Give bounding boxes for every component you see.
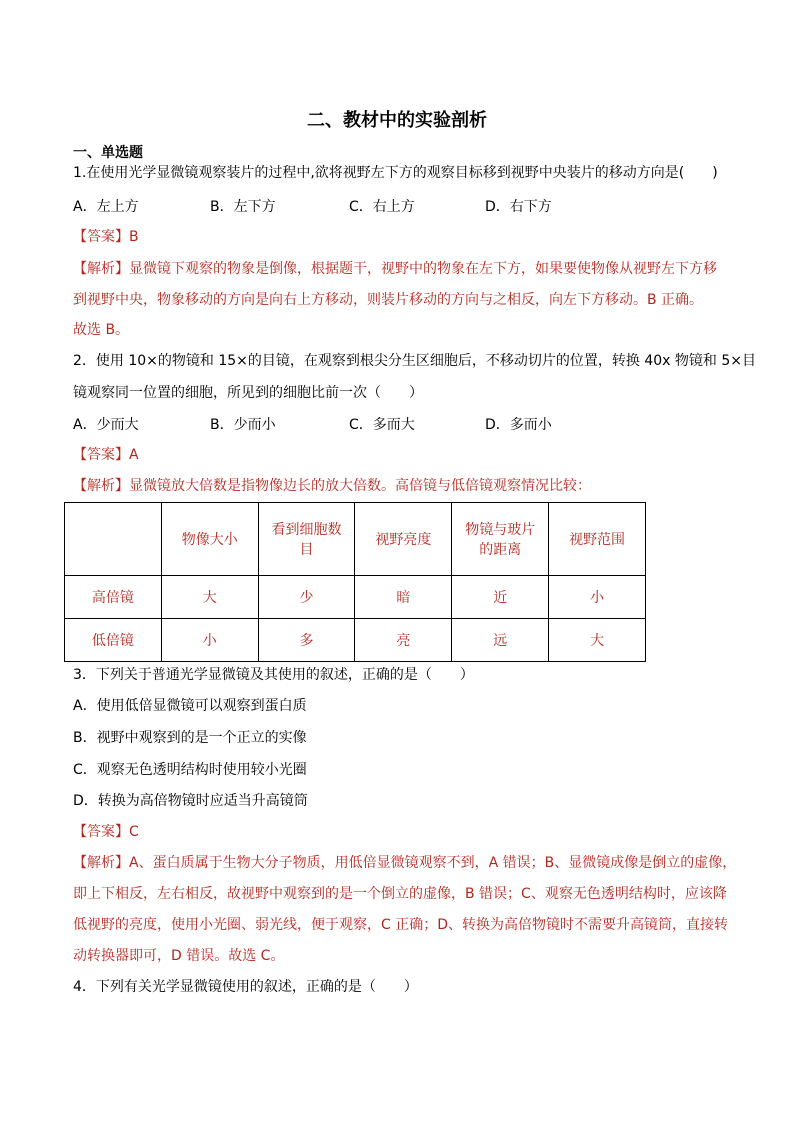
q2-option-b: B．少而小 bbox=[210, 417, 276, 433]
q3-option-b: B．视野中观察到的是一个正立的实像 bbox=[73, 730, 307, 746]
q1-analysis-line-3: 故选 B。 bbox=[73, 322, 130, 338]
analysis-tag: 【解析】 bbox=[73, 478, 129, 494]
q2-stem-line-1: 2．使用 10×的物镜和 15×的目镜，在观察到根尖分生区细胞后，不移动切片的位置，转换 40x 物镜和 5×目 bbox=[73, 353, 756, 369]
q1-analysis-line-1 bbox=[73, 259, 717, 279]
q2-analysis bbox=[73, 476, 591, 496]
q3-analysis-line-3: 低视野的亮度，使用小光圈、弱光线，便于观察，C 正确；D、转换为高倍物镜时不需要升高镜筒，直接转 bbox=[73, 917, 729, 933]
table-row bbox=[65, 576, 646, 619]
q2-option-d: D．多而小 bbox=[485, 417, 552, 433]
table-cell: 低倍镜 bbox=[65, 619, 162, 662]
table-cell: 亮 bbox=[355, 619, 452, 662]
analysis-text: A、蛋白质属于生物大分子物质，用低倍显微镜观察不到，A 错误；B、显微镜成像是倒立的虚像， bbox=[129, 855, 737, 871]
table-header-cell: 看到细胞数目 bbox=[258, 503, 355, 576]
analysis-text: 显微镜放大倍数是指物像边长的放大倍数。高倍镜与低倍镜观察情况比较： bbox=[129, 478, 591, 494]
analysis-tag: 【解析】 bbox=[73, 855, 129, 871]
table-cell: 大 bbox=[549, 619, 646, 662]
q3-stem: 3．下列关于普通光学显微镜及其使用的叙述，正确的是（ ） bbox=[73, 667, 474, 683]
q3-analysis-line-1 bbox=[73, 853, 736, 873]
q3-option-c: C．观察无色透明结构时使用较小光圈 bbox=[73, 762, 307, 778]
q2-stem-line-2: 镜观察同一位置的细胞，所见到的细胞比前一次（ ） bbox=[73, 385, 423, 401]
table-cell: 远 bbox=[452, 619, 549, 662]
table-cell: 暗 bbox=[355, 576, 452, 619]
table-row bbox=[65, 619, 646, 662]
answer-tag: 【答案】 bbox=[73, 229, 129, 245]
table-cell: 多 bbox=[258, 619, 355, 662]
q2-option-c: C．多而大 bbox=[349, 417, 415, 433]
answer-tag: 【答案】 bbox=[73, 447, 129, 463]
analysis-tag: 【解析】 bbox=[73, 261, 129, 277]
page-title: 二、教材中的实验剖析 bbox=[307, 110, 487, 131]
q1-stem: 1.在使用光学显微镜观察装片的过程中,欲将视野左下方的观察目标移到视野中央装片的移动方向是( ) bbox=[73, 165, 718, 181]
q2-options bbox=[73, 414, 733, 434]
answer-value: B bbox=[129, 229, 139, 245]
q4-stem: 4．下列有关光学显微镜使用的叙述，正确的是（ ） bbox=[73, 979, 418, 995]
q3-option-d: D．转换为高倍物镜时应适当升高镜筒 bbox=[73, 793, 308, 809]
table-cell: 近 bbox=[452, 576, 549, 619]
table-header-row bbox=[65, 503, 646, 576]
q2-option-a: A．少而大 bbox=[73, 417, 139, 433]
q1-analysis-line-2: 到视野中央，物象移动的方向是向右上方移动，则装片移动的方向与之相反，向左下方移动。B 正确。 bbox=[73, 292, 704, 308]
table-cell: 小 bbox=[161, 619, 258, 662]
table-header-cell: 物像大小 bbox=[161, 503, 258, 576]
table-cell: 大 bbox=[161, 576, 258, 619]
analysis-text: 显微镜下观察的物象是倒像，根据题干，视野中的物象在左下方，如果要使物像从视野左下方移 bbox=[129, 261, 717, 277]
table-header-cell: 物镜与玻片的距离 bbox=[452, 503, 549, 576]
q1-option-a: A．左上方 bbox=[73, 199, 139, 215]
q2-answer bbox=[73, 445, 139, 465]
table-header-cell: 视野亮度 bbox=[355, 503, 452, 576]
q1-option-d: D．右下方 bbox=[485, 199, 552, 215]
q1-answer bbox=[73, 227, 139, 247]
table-header-cell bbox=[65, 503, 162, 576]
table-cell: 小 bbox=[549, 576, 646, 619]
q3-analysis-line-2: 即上下相反，左右相反，故视野中观察到的是一个倒立的虚像，B 错误；C、观察无色透明结构时，应该降 bbox=[73, 886, 727, 902]
answer-tag: 【答案】 bbox=[73, 824, 129, 840]
q3-analysis-line-4: 动转换器即可，D 错误。故选 C。 bbox=[73, 948, 285, 964]
table-header-cell: 视野范围 bbox=[549, 503, 646, 576]
table-cell: 少 bbox=[258, 576, 355, 619]
section-heading: 一、单选题 bbox=[73, 145, 143, 161]
q3-option-a: A．使用低倍显微镜可以观察到蛋白质 bbox=[73, 698, 307, 714]
q1-option-b: B．左下方 bbox=[210, 199, 276, 215]
q1-options bbox=[73, 196, 733, 216]
q1-option-c: C．右上方 bbox=[349, 199, 415, 215]
answer-value: C bbox=[129, 824, 139, 840]
answer-value: A bbox=[129, 447, 139, 463]
table-cell: 高倍镜 bbox=[65, 576, 162, 619]
q3-answer bbox=[73, 822, 139, 842]
comparison-table bbox=[64, 502, 646, 662]
